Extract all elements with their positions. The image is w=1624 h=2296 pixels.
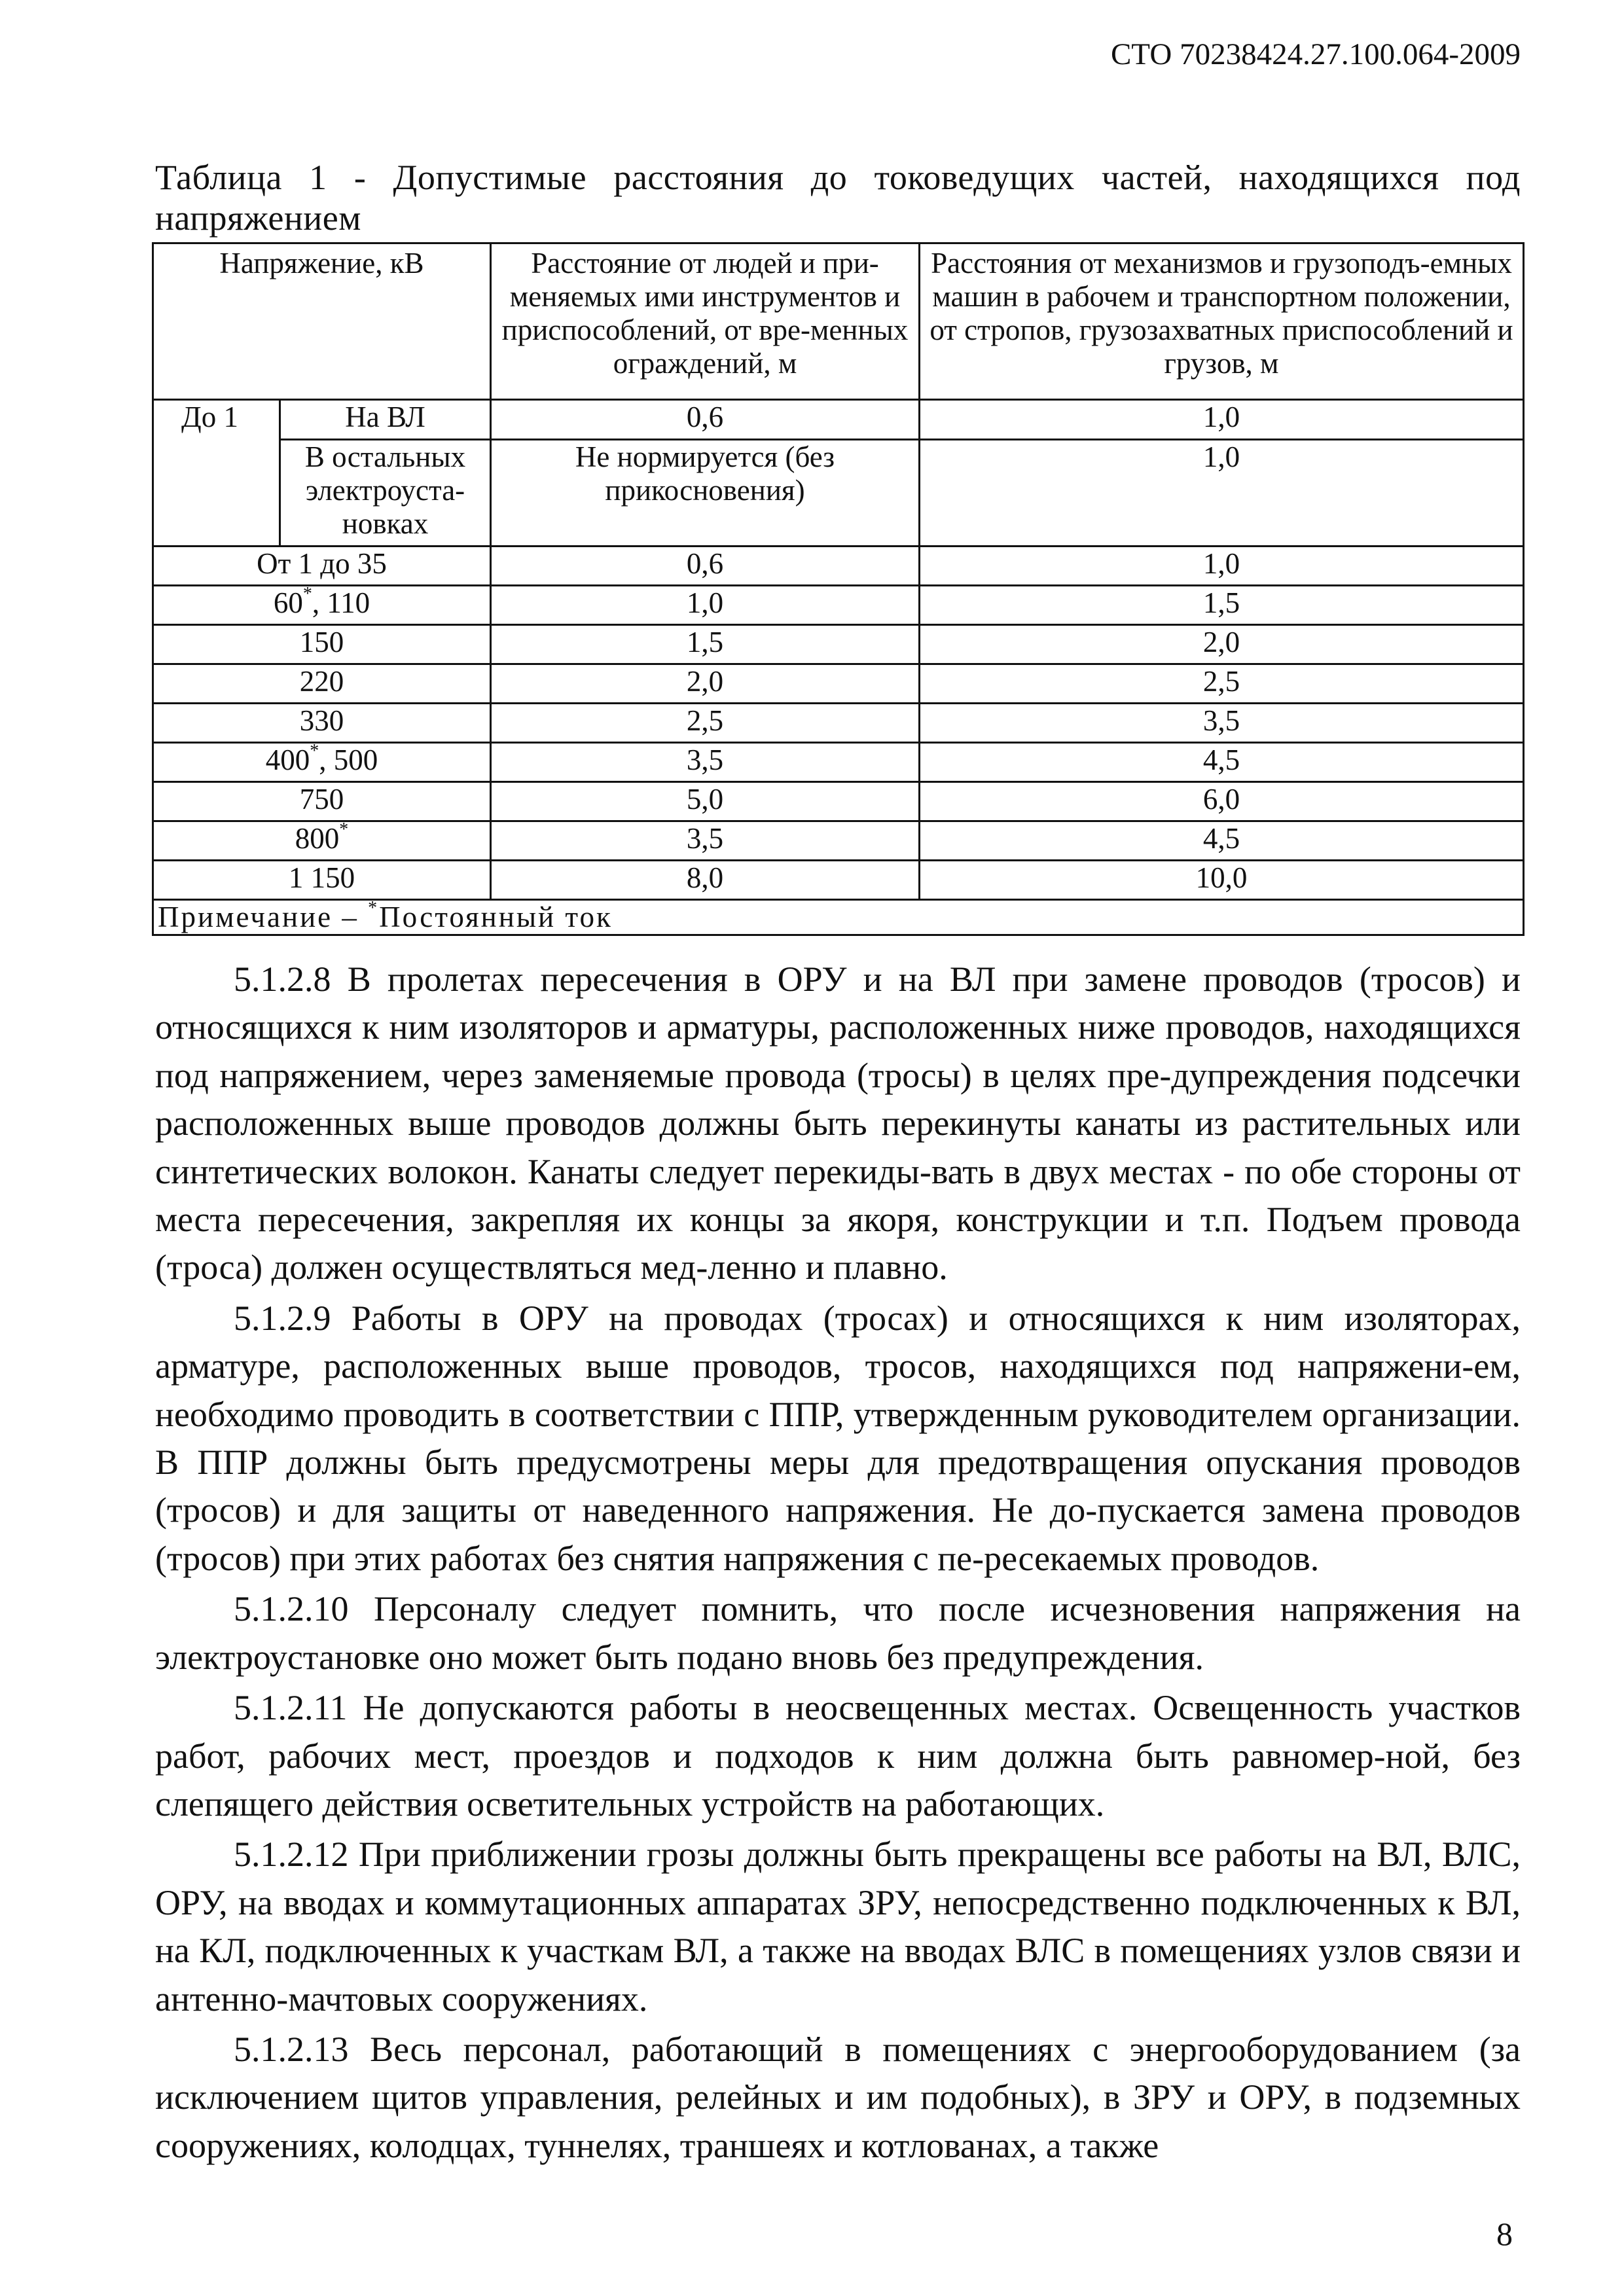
table-row (153, 400, 1524, 440)
table-caption: Таблица 1 - Допустимые расстояния до токоведущих частей, находящихся под напряжением (155, 158, 1521, 238)
machines-distance-cell: 1,5 (920, 586, 1524, 625)
people-distance-cell: 2,0 (491, 664, 920, 704)
voltage-value: 800 (295, 822, 340, 855)
clause-paragraph: 5.1.2.9 Работы в ОРУ на проводах (тросах) и относящихся к ним изоляторах, арматуре, расположенных выше проводов, тросов, находящихся под напряжени-ем, необходимо проводить в соответствии с ППР, утвержденным руководителем организации. В ППР должны быть предусмотрены меры для предотвращения опускания проводов (тросов) и для защиты от наведенного напряжения. Не до-пускается замена проводов (тросов) при этих работах без снятия напряжения с пе-ресекаемых проводов. (155, 1298, 1521, 1578)
table-note (153, 900, 1524, 935)
people-distance-cell: 1,5 (491, 625, 920, 664)
machines-distance-cell: 3,5 (920, 704, 1524, 743)
table-row (153, 821, 1524, 861)
table-row (153, 586, 1524, 625)
voltage-value: 400 (265, 744, 310, 776)
voltage-subcell: В остальных электроуста-новках (280, 440, 491, 547)
table-row (153, 743, 1524, 782)
table-row (153, 704, 1524, 743)
machines-distance-cell: 1,0 (920, 400, 1524, 440)
note-prefix: Примечание – (158, 901, 369, 933)
voltage-subcell: На ВЛ (280, 400, 491, 440)
voltage-group-cell: До 1 (153, 400, 280, 547)
table-row (153, 782, 1524, 821)
machines-distance-cell: 6,0 (920, 782, 1524, 821)
voltage-cell (153, 782, 491, 821)
people-distance-cell: 2,5 (491, 704, 920, 743)
people-distance-cell: 0,6 (491, 400, 920, 440)
voltage-cell (153, 547, 491, 586)
body-text (155, 956, 1521, 2172)
col-header-machines-distance: Расстояния от механизмов и грузоподъ-емных машин в рабочем и транспортном положении, от стропов, грузозахватных приспособлений и грузов, м (920, 243, 1524, 400)
people-distance-cell: 0,6 (491, 547, 920, 586)
voltage-value: От 1 до 35 (257, 547, 387, 580)
table-note-row (153, 900, 1524, 935)
table-row (153, 625, 1524, 664)
clause-paragraph: 5.1.2.8 В пролетах пересечения в ОРУ и на ВЛ при замене проводов (тросов) и относящихся к ним изоляторов и арматуры, расположенных ниже проводов, находящихся под напряжением, через заменяемые провода (тросы) в целях пре-дупреждения подсечки расположенных выше проводов должны быть перекинуты канаты из растительных или синтетических волокон. Канаты следует перекиды-вать в двух местах - по обе стороны от места пересечения, закрепляя их концы за якоря, конструкции и т.п. Подъем провода (троса) должен осуществляться мед-ленно и плавно. (155, 960, 1521, 1287)
voltage-value-rest: , 110 (312, 586, 370, 619)
voltage-cell (153, 743, 491, 782)
machines-distance-cell: 1,0 (920, 547, 1524, 586)
table-body (153, 547, 1524, 900)
clause-paragraph: 5.1.2.11 Не допускаются работы в неосвещенных местах. Освещенность участков работ, рабочих мест, проездов и подходов к ним должна быть равномер-ной, без слепящего действия осветительных устройств на работающих. (155, 1688, 1521, 1823)
voltage-value: 330 (299, 704, 344, 737)
people-distance-cell: 3,5 (491, 821, 920, 861)
table-row (153, 861, 1524, 900)
machines-distance-cell: 10,0 (920, 861, 1524, 900)
voltage-value: 1 150 (288, 861, 355, 894)
document-code: СТО 70238424.27.100.064-2009 (1110, 37, 1521, 71)
page-number: 8 (1496, 2215, 1513, 2252)
voltage-cell (153, 664, 491, 704)
dc-footnote-star: * (339, 819, 349, 840)
voltage-cell (153, 586, 491, 625)
machines-distance-cell: 4,5 (920, 821, 1524, 861)
voltage-cell (153, 821, 491, 861)
dc-footnote-star: * (302, 584, 312, 604)
voltage-value: 150 (299, 626, 344, 658)
col-header-voltage: Напряжение, кВ (153, 243, 491, 400)
voltage-cell (153, 861, 491, 900)
voltage-cell (153, 625, 491, 664)
note-text: Постоянный ток (379, 901, 613, 933)
machines-distance-cell: 2,5 (920, 664, 1524, 704)
people-distance-cell: 3,5 (491, 743, 920, 782)
voltage-cell (153, 704, 491, 743)
machines-distance-cell: 1,0 (920, 440, 1524, 547)
clause-paragraph: 5.1.2.12 При приближении грозы должны быть прекращены все работы на ВЛ, ВЛС, ОРУ, на вводах и коммутационных аппаратах ЗРУ, непосредственно подключенных к ВЛ, на КЛ, подключенных к участкам ВЛ, а также на вводах ВЛС в помещениях узлов связи и антенно-мачтовых сооружениях. (155, 1835, 1521, 2018)
note-star: * (368, 898, 380, 918)
clause-paragraph: 5.1.2.10 Персоналу следует помнить, что после исчезновения напряжения на электроустановке оно может быть подано вновь без предупреждения. (155, 1589, 1521, 1677)
machines-distance-cell: 4,5 (920, 743, 1524, 782)
dc-footnote-star: * (310, 741, 319, 761)
people-distance-cell: 8,0 (491, 861, 920, 900)
people-distance-cell: 1,0 (491, 586, 920, 625)
table-header-row (153, 243, 1524, 400)
table-row (153, 440, 1524, 547)
people-distance-cell: Не нормируется (без прикосновения) (491, 440, 920, 547)
voltage-value: 220 (299, 665, 344, 698)
col-header-people-distance: Расстояние от людей и при-меняемых ими инструментов и приспособлений, от вре-менных ограждений, м (491, 243, 920, 400)
table-row (153, 547, 1524, 586)
voltage-value: 60 (273, 586, 303, 619)
distance-table (152, 242, 1525, 936)
people-distance-cell: 5,0 (491, 782, 920, 821)
table-row (153, 664, 1524, 704)
clause-paragraph: 5.1.2.13 Весь персонал, работающий в помещениях с энергооборудованием (за исключением щитов управления, релейных и им подобных), в ЗРУ и ОРУ, в подземных сооружениях, колодцах, туннелях, траншеях и котлованах, а также (155, 2029, 1521, 2165)
voltage-value-rest: , 500 (319, 744, 378, 776)
machines-distance-cell: 2,0 (920, 625, 1524, 664)
voltage-value: 750 (299, 783, 344, 816)
